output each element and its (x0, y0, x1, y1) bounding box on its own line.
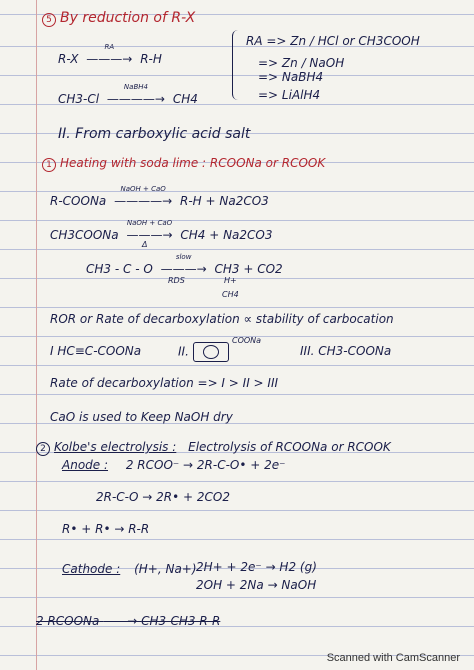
cathode-label: Cathode : (62, 562, 121, 576)
section-heading: II. From carboxylic acid salt (58, 126, 251, 142)
reagent-option-1: RA => Zn / HCl or CH3COOH (246, 34, 420, 48)
overall-reaction: 2 RCOONa ——→ CH3-CH3 R-R (36, 614, 221, 628)
reaction-r-x (58, 43, 162, 66)
cao-note: CaO is used to Keep NaOH dry (50, 410, 233, 424)
reaction-arrow: NaBH4 ————→ (103, 92, 169, 106)
cyclic-ring-icon (193, 342, 229, 362)
subheading-text: Heating with soda lime : (60, 156, 207, 170)
reactant: R-X (58, 52, 79, 66)
rds-label: RDS (168, 276, 185, 285)
product: R-H + Na2CO3 (180, 194, 269, 208)
decarboxylation-equation: 2R-C-O → 2R• + 2CO2 (96, 490, 230, 504)
heat-symbol: Δ (142, 240, 148, 249)
arrow-label: NaOH + CaO (126, 219, 173, 227)
cathode-ions: (H+, Na+) (134, 562, 197, 576)
margin-line (36, 0, 37, 670)
reactant: CH3-Cl (58, 92, 100, 106)
reaction-ch3cl (58, 83, 198, 106)
reactant: R-COONa (50, 194, 107, 208)
reaction-arrow: RA ———→ (82, 52, 136, 66)
product: CH4 + Na2CO3 (180, 228, 273, 242)
kolbe-description: Electrolysis of RCOONa or RCOOK (188, 440, 391, 454)
proton-label: H+ (224, 276, 237, 285)
product: CH3-CH3 R-R (141, 614, 221, 628)
mechanism-step (86, 253, 283, 276)
carbanion-product: CH3 + CO2 (214, 262, 283, 276)
circled-number: 2 (36, 442, 50, 456)
kolbe-title: Kolbe's electrolysis : (54, 440, 177, 454)
circled-number: 1 (42, 158, 56, 172)
product: R-H (140, 52, 162, 66)
arrow-label: NaBH4 (123, 83, 148, 91)
product: CH4 (172, 92, 198, 106)
brace (232, 30, 241, 100)
compound-2 (178, 342, 233, 362)
anode-reaction (62, 458, 286, 472)
rate-statement: ROR or Rate of decarboxylation ∝ stability of carbocation (50, 312, 394, 326)
reaction-arrow: slow ———→ (157, 262, 211, 276)
reactant: CH3COONa (50, 228, 119, 242)
methane-label: CH4 (222, 290, 239, 299)
arrow-label: slow (175, 253, 192, 261)
kolbe-heading (36, 440, 391, 456)
compound-3: III. CH3-COONa (300, 344, 392, 358)
reaction-rcoona (50, 185, 269, 208)
cathode-reaction (62, 562, 197, 576)
anode-equation: 2 RCOO⁻ → 2R-C-O• + 2e⁻ (125, 458, 286, 472)
cathode-equation-1: 2H+ + 2e⁻ → H2 (g) (196, 560, 317, 574)
reaction-arrow: NaOH + CaO ————→ (110, 194, 176, 208)
reaction-ch3coona (50, 219, 273, 242)
heading-reduction (42, 10, 195, 27)
ring-substituent: COONa (232, 336, 262, 345)
reagent-option-3: => NaBH4 (258, 70, 324, 84)
reactant: 2 RCOONa (36, 614, 100, 628)
compound-1: I HC≡C-COONa (50, 344, 142, 358)
coupling-equation: R• + R• → R-R (62, 522, 150, 536)
scanner-watermark: Scanned with CamScanner (326, 652, 460, 664)
reagent-option-4: => LiAlH4 (258, 88, 321, 102)
reagent-option-2: => Zn / NaOH (258, 56, 345, 70)
intermediate: CH3 - C - O (86, 262, 153, 276)
subheading-salts: RCOONa or RCOOK (209, 156, 326, 170)
arrow-label: RA (104, 43, 115, 51)
compound-number: II. (178, 344, 189, 359)
heading-text: By reduction of R-X (60, 10, 196, 26)
rate-order: Rate of decarboxylation => I > II > III (50, 376, 279, 390)
subheading-soda-lime (42, 156, 325, 172)
anode-label: Anode : (62, 458, 109, 472)
reaction-arrow: NaOH + CaO ———→ (122, 228, 176, 242)
arrow-label: NaOH + CaO (120, 185, 166, 193)
cathode-equation-2: 2OH + 2Na → NaOH (196, 578, 317, 592)
circled-number: 5 (42, 13, 56, 27)
